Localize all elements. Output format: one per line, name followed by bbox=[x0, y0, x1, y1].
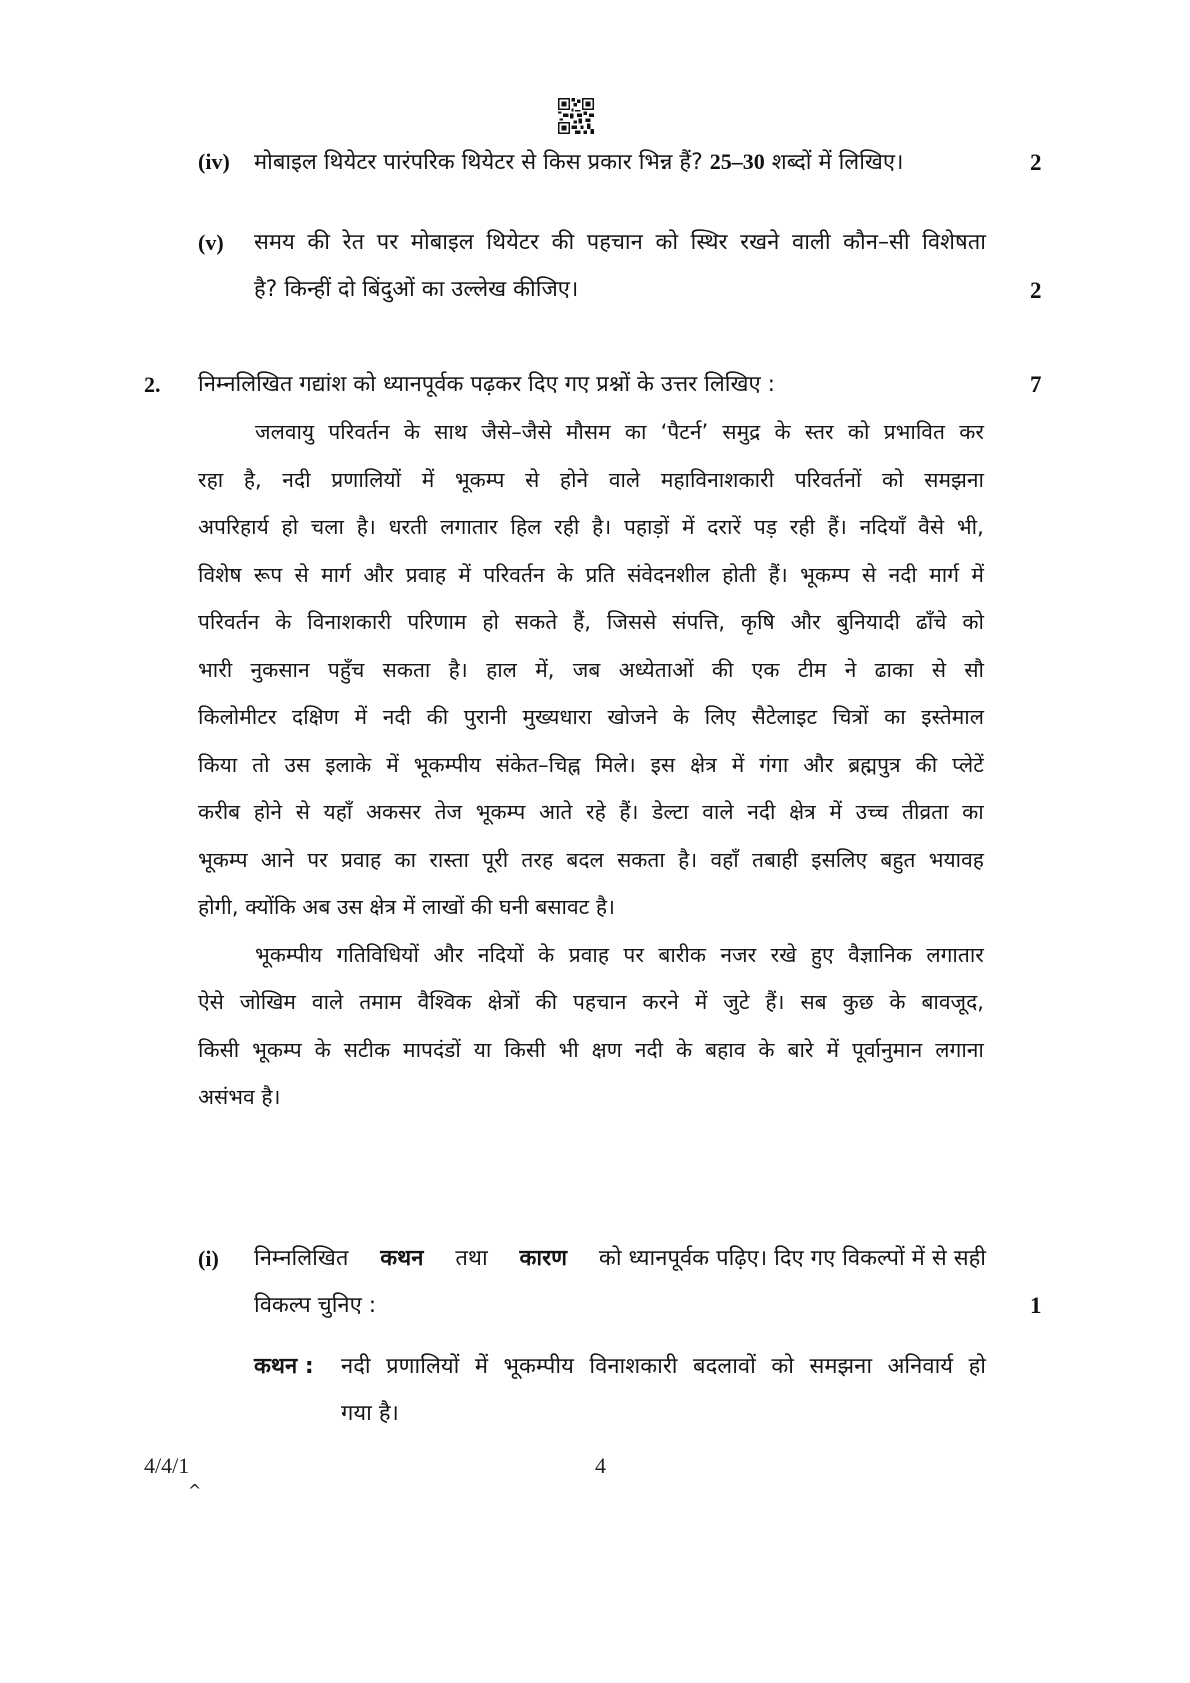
word: होने bbox=[559, 467, 589, 492]
word: रहा bbox=[198, 467, 224, 492]
word: की bbox=[711, 657, 734, 682]
word: ढाँचे bbox=[915, 610, 947, 634]
sub-i-text-1: निम्नलिखित bbox=[254, 1246, 349, 1271]
word: वाले bbox=[702, 800, 734, 824]
word: है। bbox=[356, 515, 376, 539]
passage-line bbox=[198, 942, 984, 990]
word: मौसम bbox=[565, 420, 611, 444]
question-iv-text-end: शब्दों में लिखिए। bbox=[771, 150, 904, 175]
question-v-line1 bbox=[254, 230, 986, 256]
word: संपत्ति, bbox=[672, 610, 726, 634]
word: ढाका bbox=[874, 657, 914, 682]
caret-mark: ^ bbox=[188, 1481, 202, 1500]
page-number: 4 bbox=[595, 1453, 606, 1478]
word: भारी bbox=[198, 657, 233, 682]
word: नदी bbox=[888, 562, 917, 587]
word: को bbox=[882, 467, 904, 492]
word: महाविनाशकारी bbox=[660, 467, 775, 492]
word: वहाँ bbox=[710, 847, 739, 872]
word-limit: 25–30 bbox=[709, 149, 765, 174]
paper-code: 4/4/1 bbox=[144, 1453, 190, 1478]
sub-i-bold-assertion: कथन bbox=[380, 1246, 424, 1271]
word: बारीक bbox=[658, 942, 706, 967]
word: स्तर bbox=[804, 420, 834, 444]
word: से bbox=[931, 657, 947, 682]
word: की bbox=[307, 230, 331, 255]
word: क्षेत्र bbox=[690, 752, 717, 777]
passage-line bbox=[198, 467, 984, 515]
word: का bbox=[624, 420, 647, 444]
word: चित्रों bbox=[832, 705, 869, 729]
word: भूकम्पीय bbox=[255, 942, 323, 967]
word: परिवर्तन bbox=[328, 420, 390, 444]
word: रास्ता bbox=[429, 847, 469, 872]
word: पूर्वानुमान bbox=[851, 1037, 923, 1062]
word: आते bbox=[538, 800, 573, 824]
word: तीव्रता bbox=[902, 800, 949, 824]
word: की bbox=[551, 230, 575, 255]
word: क्षण bbox=[591, 1037, 622, 1062]
word: इलाके bbox=[325, 752, 372, 777]
word: बहुत bbox=[880, 847, 916, 872]
word: बदलावों bbox=[693, 1354, 756, 1379]
word: वैश्विक bbox=[417, 990, 472, 1014]
word: और bbox=[803, 752, 834, 777]
word: लगातार bbox=[926, 942, 984, 967]
word: प्रणालियों bbox=[331, 467, 402, 492]
word: डेल्टा bbox=[652, 800, 689, 824]
word: सकता bbox=[382, 657, 431, 682]
word: आने bbox=[260, 847, 294, 872]
word: पड़ bbox=[753, 515, 777, 539]
word: गतिविधियों bbox=[336, 942, 419, 967]
passage-line bbox=[198, 1084, 984, 1132]
word: ने bbox=[844, 657, 857, 682]
word: सटीक bbox=[343, 1037, 391, 1062]
word: रूप bbox=[253, 562, 283, 587]
word: के bbox=[556, 562, 574, 587]
word: से bbox=[525, 467, 540, 492]
word: प्लेटें bbox=[952, 752, 984, 777]
passage-line-text: असंभव है। bbox=[198, 1085, 281, 1109]
word: अपरिहार्य bbox=[198, 515, 269, 539]
word: वाली bbox=[791, 230, 831, 255]
word: पर bbox=[307, 847, 328, 872]
word: संकेत–चिह्न bbox=[495, 752, 581, 777]
word: की bbox=[535, 990, 558, 1014]
word: वाले bbox=[311, 990, 344, 1014]
word: अकसर bbox=[365, 800, 421, 824]
word: हैं। bbox=[619, 800, 639, 824]
word: वैसे bbox=[918, 515, 945, 539]
word: पर bbox=[623, 942, 644, 967]
question-v-line2: है? किन्हीं दो बिंदुओं का उल्लेख कीजिए। bbox=[254, 277, 579, 302]
word: भूकम्प bbox=[800, 562, 850, 587]
word: पूरी bbox=[482, 847, 509, 872]
word: जलवायु bbox=[255, 420, 315, 444]
marks-iv: 2 bbox=[1030, 150, 1042, 175]
word: से bbox=[862, 562, 877, 587]
word: समझना bbox=[924, 467, 984, 492]
word: किया bbox=[198, 752, 238, 777]
word: परिणाम bbox=[407, 610, 467, 634]
word: किलोमीटर bbox=[198, 705, 277, 729]
word: में bbox=[458, 562, 471, 587]
word: लगाना bbox=[935, 1037, 984, 1062]
word: पुरानी bbox=[463, 705, 507, 729]
word: पहचान bbox=[586, 230, 643, 255]
word: नदी bbox=[382, 705, 411, 729]
word: पहुँच bbox=[327, 657, 365, 682]
passage-line bbox=[198, 562, 984, 610]
word: हैं। bbox=[827, 515, 847, 539]
word: ऐसे bbox=[198, 990, 224, 1014]
question-iv-text-start: मोबाइल थियेटर पारंपरिक थियेटर से किस प्रकार भिन्न हैं? bbox=[254, 150, 703, 175]
word: वैज्ञानिक bbox=[848, 942, 912, 967]
word: बुनियादी bbox=[836, 610, 900, 634]
word: साथ bbox=[434, 420, 468, 444]
word: में bbox=[681, 515, 695, 539]
word: उस bbox=[284, 752, 311, 777]
word: सैटेलाइट bbox=[751, 705, 818, 729]
word: पर bbox=[376, 230, 399, 255]
word: भूकम्पीय bbox=[503, 1354, 574, 1379]
word: के bbox=[314, 1037, 331, 1062]
word: का bbox=[884, 705, 906, 729]
word: जैसे–जैसे bbox=[481, 420, 552, 444]
passage-line bbox=[198, 847, 984, 895]
word: विशेषता bbox=[922, 230, 986, 255]
word: के bbox=[774, 420, 791, 444]
word: को bbox=[771, 1354, 794, 1379]
word: हुए bbox=[810, 942, 834, 967]
word: की bbox=[426, 705, 449, 729]
word: कौन–सी bbox=[843, 230, 910, 255]
word: हैं। bbox=[768, 562, 788, 587]
assertion-label: कथन : bbox=[254, 1354, 314, 1379]
word: कुछ bbox=[842, 990, 874, 1014]
word: किसी bbox=[504, 1037, 546, 1062]
word: रही bbox=[554, 515, 580, 539]
word: है, bbox=[243, 467, 262, 492]
word: करीब bbox=[198, 800, 241, 824]
word: बावजूद, bbox=[921, 990, 984, 1014]
word: हिल bbox=[510, 515, 542, 539]
word: को bbox=[847, 420, 870, 444]
word: और bbox=[790, 610, 821, 634]
passage-line bbox=[198, 609, 984, 657]
word: इसलिए bbox=[811, 847, 868, 872]
word: से bbox=[295, 800, 310, 824]
word: तरह bbox=[521, 847, 554, 872]
passage-line bbox=[198, 799, 984, 847]
word: के bbox=[275, 610, 292, 634]
question-number-2: 2. bbox=[144, 372, 161, 397]
word: सकते bbox=[514, 610, 558, 634]
passage-line bbox=[198, 989, 984, 1037]
word: हो bbox=[968, 1354, 986, 1379]
word: में bbox=[971, 562, 984, 587]
word: हाल bbox=[486, 657, 517, 682]
word: यहाँ bbox=[323, 800, 353, 824]
word: है। bbox=[678, 847, 698, 872]
word: में bbox=[694, 990, 708, 1014]
word: करने bbox=[642, 990, 679, 1014]
word: वाले bbox=[608, 467, 641, 492]
word: तेज bbox=[434, 800, 463, 824]
word: विनाशकारी bbox=[307, 610, 392, 634]
word: जिससे bbox=[606, 610, 657, 634]
word: ब्रह्मपुत्र bbox=[848, 752, 901, 777]
word: एक bbox=[751, 657, 780, 682]
word: मोबाइल bbox=[410, 230, 474, 255]
word: चला bbox=[310, 515, 344, 539]
passage-line bbox=[198, 514, 984, 562]
word: नदी bbox=[747, 800, 776, 824]
passage-line bbox=[198, 704, 984, 752]
word: गंगा bbox=[759, 752, 789, 777]
passage-line-text: होगी, क्योंकि अब उस क्षेत्र में लाखों की घनी बसावट है। bbox=[198, 895, 616, 919]
word: कृषि bbox=[740, 610, 775, 634]
sub-question-i-line2: विकल्प चुनिए : bbox=[254, 1293, 377, 1318]
word: जब bbox=[572, 657, 601, 682]
question-label-v: (v) bbox=[198, 230, 224, 255]
sub-question-i-line1 bbox=[254, 1246, 986, 1272]
word: है। bbox=[592, 515, 612, 539]
word: बदल bbox=[566, 847, 604, 872]
word: भूकम्प bbox=[252, 1037, 302, 1062]
word: और bbox=[433, 942, 464, 967]
word: जुटे bbox=[723, 990, 750, 1014]
word: नदी bbox=[341, 1354, 371, 1379]
word: में bbox=[421, 467, 435, 492]
assertion-line2: गया है। bbox=[341, 1401, 399, 1426]
word: मापदंडों bbox=[403, 1037, 461, 1062]
word: भी, bbox=[956, 515, 984, 539]
word: नदियों bbox=[477, 942, 524, 967]
sub-i-bold-reason: कारण bbox=[519, 1246, 568, 1271]
word: सब bbox=[800, 990, 827, 1014]
word: में bbox=[731, 752, 745, 777]
word: धरती bbox=[388, 515, 428, 539]
word: परिवर्तन bbox=[198, 610, 260, 634]
word: हैं। bbox=[765, 990, 785, 1014]
word: लिए bbox=[704, 705, 737, 729]
sub-i-text-2: तथा bbox=[455, 1246, 488, 1271]
word: रखने bbox=[740, 230, 780, 255]
word: हो bbox=[281, 515, 299, 539]
word: समझना bbox=[809, 1354, 873, 1379]
question-iv-text bbox=[254, 149, 903, 176]
sub-question-label-i: (i) bbox=[198, 1246, 219, 1271]
word: होती bbox=[722, 562, 757, 587]
word: क्षेत्र bbox=[789, 800, 816, 824]
word: और bbox=[363, 562, 394, 587]
word: को bbox=[655, 230, 679, 255]
passage-line bbox=[198, 419, 984, 467]
word: खोजने bbox=[607, 705, 658, 729]
word: प्रभावित bbox=[883, 420, 945, 444]
word: हो bbox=[482, 610, 499, 634]
word: में, bbox=[535, 657, 555, 682]
word: के bbox=[672, 705, 690, 729]
word: दरारें bbox=[707, 515, 742, 539]
question-2-instruction: निम्नलिखित गद्यांश को ध्यानपूर्वक पढ़कर दिए गए प्रश्नों के उत्तर लिखिए : bbox=[198, 372, 776, 397]
word: हैं, bbox=[573, 610, 591, 634]
word: के bbox=[538, 942, 555, 967]
word: बारे bbox=[787, 1037, 814, 1062]
word: मार्ग bbox=[321, 562, 351, 587]
word: के bbox=[403, 420, 420, 444]
passage-line bbox=[198, 657, 984, 705]
word: क्षेत्रों bbox=[487, 990, 520, 1014]
word: समुद्र bbox=[722, 420, 761, 444]
passage bbox=[198, 419, 984, 1132]
assertion-line1 bbox=[341, 1354, 986, 1380]
word: के bbox=[758, 1037, 775, 1062]
word: में bbox=[354, 705, 368, 729]
word: मार्ग bbox=[929, 562, 960, 587]
marks-sub-i: 1 bbox=[1030, 1293, 1042, 1318]
word: नदियाँ bbox=[859, 515, 906, 539]
word: का bbox=[394, 847, 417, 872]
word: प्रवाह bbox=[568, 942, 609, 967]
passage-line bbox=[198, 1037, 984, 1085]
word: मुख्यधारा bbox=[522, 705, 592, 729]
word: प्रति bbox=[585, 562, 615, 587]
word: विशेष bbox=[198, 562, 242, 587]
word: में bbox=[826, 1037, 839, 1062]
word: को bbox=[962, 610, 984, 634]
word: विनाशकारी bbox=[589, 1354, 678, 1379]
word: भूकम्पीय bbox=[413, 752, 481, 777]
word: तो bbox=[252, 752, 270, 777]
word: सौ bbox=[964, 657, 984, 682]
word: रहे bbox=[586, 800, 606, 824]
word: का bbox=[962, 800, 984, 824]
word: नदी bbox=[634, 1037, 664, 1062]
word: सकता bbox=[617, 847, 665, 872]
word: है। bbox=[448, 657, 468, 682]
word: स्थिर bbox=[690, 230, 728, 255]
marks-v: 2 bbox=[1030, 278, 1042, 303]
word: लगातार bbox=[440, 515, 498, 539]
word: प्रवाह bbox=[405, 562, 446, 587]
word: में bbox=[386, 752, 399, 777]
marks-2: 7 bbox=[1030, 372, 1042, 397]
word: किसी bbox=[198, 1037, 240, 1062]
word: थियेटर bbox=[486, 230, 539, 255]
word: इस्तेमाल bbox=[921, 705, 984, 729]
word: अध्येताओं bbox=[618, 657, 694, 682]
word: परिवर्तनों bbox=[794, 467, 862, 492]
word: पहचान bbox=[573, 990, 627, 1014]
word: समय bbox=[254, 230, 295, 255]
passage-line bbox=[198, 752, 984, 800]
word: के bbox=[889, 990, 906, 1014]
word: या bbox=[473, 1037, 492, 1062]
passage-line bbox=[198, 894, 984, 942]
word: में bbox=[829, 800, 842, 824]
word: में bbox=[474, 1354, 489, 1379]
word: की bbox=[915, 752, 938, 777]
word: नदी bbox=[282, 467, 311, 492]
word: जोखिम bbox=[239, 990, 296, 1014]
word: नजर bbox=[720, 942, 757, 967]
word: परिवर्तन bbox=[483, 562, 545, 587]
word: मिले। bbox=[595, 752, 636, 777]
word: भूकम्प bbox=[475, 800, 526, 824]
word: अनिवार्य bbox=[887, 1354, 954, 1379]
word: तमाम bbox=[359, 990, 402, 1014]
word: उच्च bbox=[855, 800, 889, 824]
word: बहाव bbox=[705, 1037, 746, 1062]
word: प्रणालियों bbox=[386, 1354, 460, 1379]
sub-i-text-3: को ध्यानपूर्वक पढ़िए। दिए गए विकल्पों में से सही bbox=[598, 1246, 986, 1271]
word: पहाड़ों bbox=[623, 515, 670, 539]
word: कर bbox=[959, 420, 984, 444]
word: प्रवाह bbox=[340, 847, 382, 872]
word: भूकम्प bbox=[454, 467, 505, 492]
word: टीम bbox=[797, 657, 827, 682]
word: रखे bbox=[770, 942, 797, 967]
word: तबाही bbox=[752, 847, 798, 872]
word: दक्षिण bbox=[292, 705, 339, 729]
word: रेत bbox=[342, 230, 365, 255]
word: नुकसान bbox=[250, 657, 310, 682]
qr-code-icon bbox=[558, 98, 594, 134]
word: रही bbox=[789, 515, 815, 539]
word: से bbox=[294, 562, 309, 587]
word: के bbox=[676, 1037, 693, 1062]
word: भयावह bbox=[928, 847, 984, 872]
word: होने bbox=[253, 800, 283, 824]
word: भूकम्प bbox=[198, 847, 248, 872]
word: इस bbox=[650, 752, 676, 777]
question-label-iv: (iv) bbox=[198, 149, 230, 174]
word: संवेदनशील bbox=[627, 562, 710, 587]
word: भी bbox=[558, 1037, 579, 1062]
word: ‘पैटर्न’ bbox=[660, 420, 709, 444]
